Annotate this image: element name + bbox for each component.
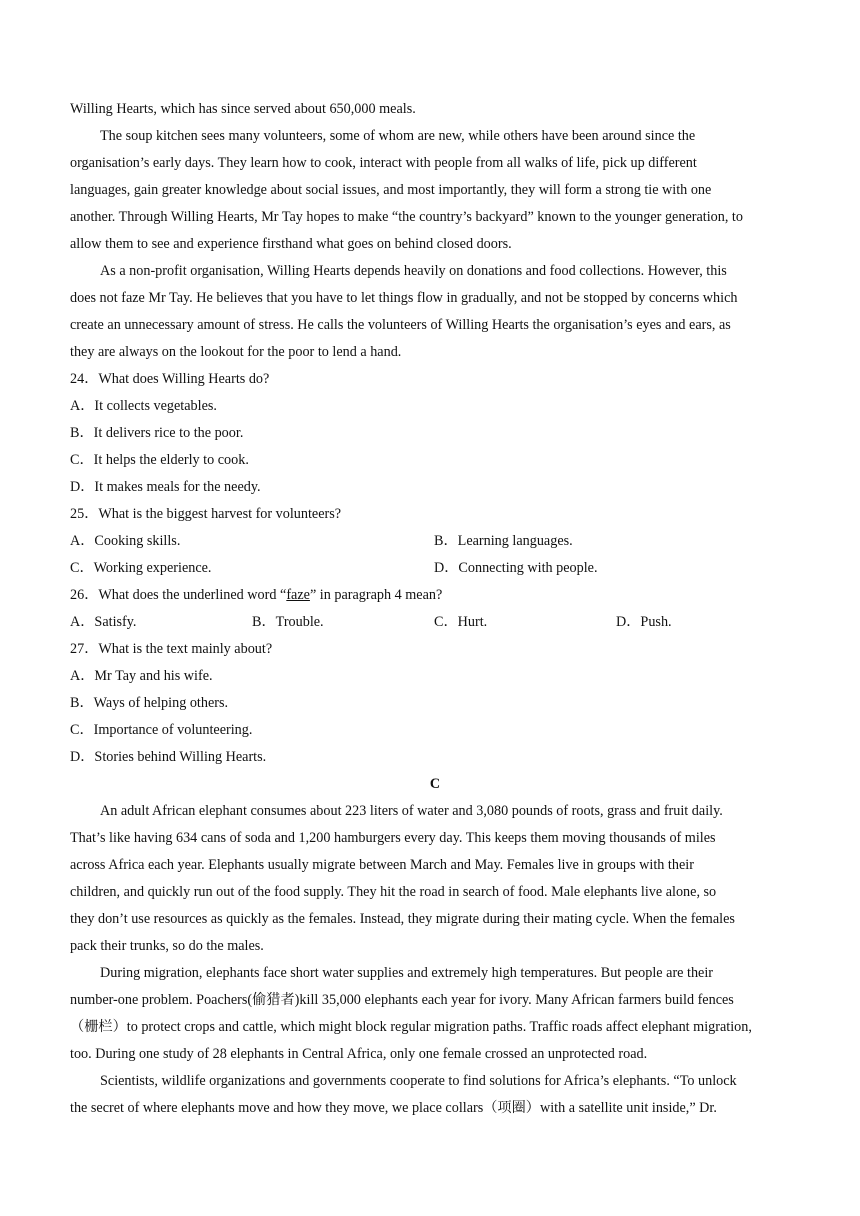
underlined-word: faze	[286, 587, 310, 603]
passage-line: Scientists, wildlife organizations and governments cooperate to find solutions for Africa’s elephants. “To unlock	[100, 1073, 737, 1089]
question-stem: 26．What does the underlined word “faze” in paragraph 4 mean?	[70, 587, 443, 603]
answer-option: A．Cooking skills.	[70, 533, 181, 549]
question-stem: 25．What is the biggest harvest for volunteers?	[70, 506, 342, 522]
passage-line: As a non-profit organisation, Willing Hearts depends heavily on donations and food collections. However, this	[100, 263, 727, 279]
answer-option: D．Stories behind Willing Hearts.	[70, 749, 267, 765]
answer-option: C．Working experience.	[70, 560, 212, 576]
passage-line: create an unnecessary amount of stress. He calls the volunteers of Willing Hearts the organisation’s eyes and ears, as	[70, 317, 731, 333]
passage-line: languages, gain greater knowledge about social issues, and most importantly, they will form a strong tie with one	[70, 182, 712, 198]
options-row	[70, 555, 800, 582]
answer-option: A．It collects vegetables.	[70, 398, 217, 414]
passage-line: across Africa each year. Elephants usually migrate between March and May. Females live in groups with their	[70, 857, 694, 873]
answer-option: A．Satisfy.	[70, 614, 137, 630]
answer-option: B．It delivers rice to the poor.	[70, 425, 244, 441]
options-row	[70, 528, 800, 555]
passage-line: does not faze Mr Tay. He believes that you have to let things flow in gradually, and not be stopped by concerns which	[70, 290, 738, 306]
options-row	[70, 609, 800, 636]
passage-line: （栅栏）to protect crops and cattle, which might block regular migration paths. Traffic roads affect elephant migration,	[70, 1019, 752, 1035]
answer-option: C．Hurt.	[434, 614, 488, 630]
passage-line: another. Through Willing Hearts, Mr Tay hopes to make “the country’s backyard” known to the younger generation, to	[70, 209, 743, 225]
passage-line: pack their trunks, so do the males.	[70, 938, 264, 954]
passage-line: they don’t use resources as quickly as the females. Instead, they migrate during their mating cycle. When the females	[70, 911, 735, 927]
passage-line: they are always on the lookout for the poor to lend a hand.	[70, 344, 402, 360]
answer-option: C．Importance of volunteering.	[70, 722, 253, 738]
passage-line: During migration, elephants face short water supplies and extremely high temperatures. But people are their	[100, 965, 714, 981]
passage-line: too. During one study of 28 elephants in Central Africa, only one female crossed an unprotected road.	[70, 1046, 648, 1062]
passage-line: The soup kitchen sees many volunteers, some of whom are new, while others have been around since the	[100, 128, 696, 144]
question-stem: 24．What does Willing Hearts do?	[70, 371, 270, 387]
passage-line: children, and quickly run out of the food supply. They hit the road in search of food. Male elephants live alone, so	[70, 884, 717, 900]
passage-line: Willing Hearts, which has since served about 650,000 meals.	[70, 101, 416, 117]
answer-option: D．Connecting with people.	[434, 560, 598, 576]
answer-option: A．Mr Tay and his wife.	[70, 668, 213, 684]
question-stem: 27．What is the text mainly about?	[70, 641, 273, 657]
answer-option: D．Push.	[616, 614, 672, 630]
answer-option: B．Learning languages.	[434, 533, 573, 549]
passage-line: An adult African elephant consumes about 223 liters of water and 3,080 pounds of roots, grass and fruit daily.	[100, 803, 723, 819]
passage-line: number-one problem. Poachers(偷猎者)kill 35,000 elephants each year for ivory. Many African farmers build fences	[70, 992, 734, 1008]
passage-line: allow them to see and experience firsthand what goes on behind closed doors.	[70, 236, 512, 252]
passage-line: That’s like having 634 cans of soda and 1,200 hamburgers every day. This keeps them moving thousands of miles	[70, 830, 716, 846]
answer-option: B．Ways of helping others.	[70, 695, 229, 711]
answer-option: C．It helps the elderly to cook.	[70, 452, 249, 468]
answer-option: B．Trouble.	[252, 614, 324, 630]
passage-line: organisation’s early days. They learn how to cook, interact with people from all walks of life, pick up different	[70, 155, 697, 171]
answer-option: D．It makes meals for the needy.	[70, 479, 261, 495]
document-page	[70, 96, 800, 1122]
section-title: C	[429, 776, 441, 792]
passage-line: the secret of where elephants move and how they move, we place collars（项圈）with a satellite unit inside,” Dr.	[70, 1100, 717, 1116]
